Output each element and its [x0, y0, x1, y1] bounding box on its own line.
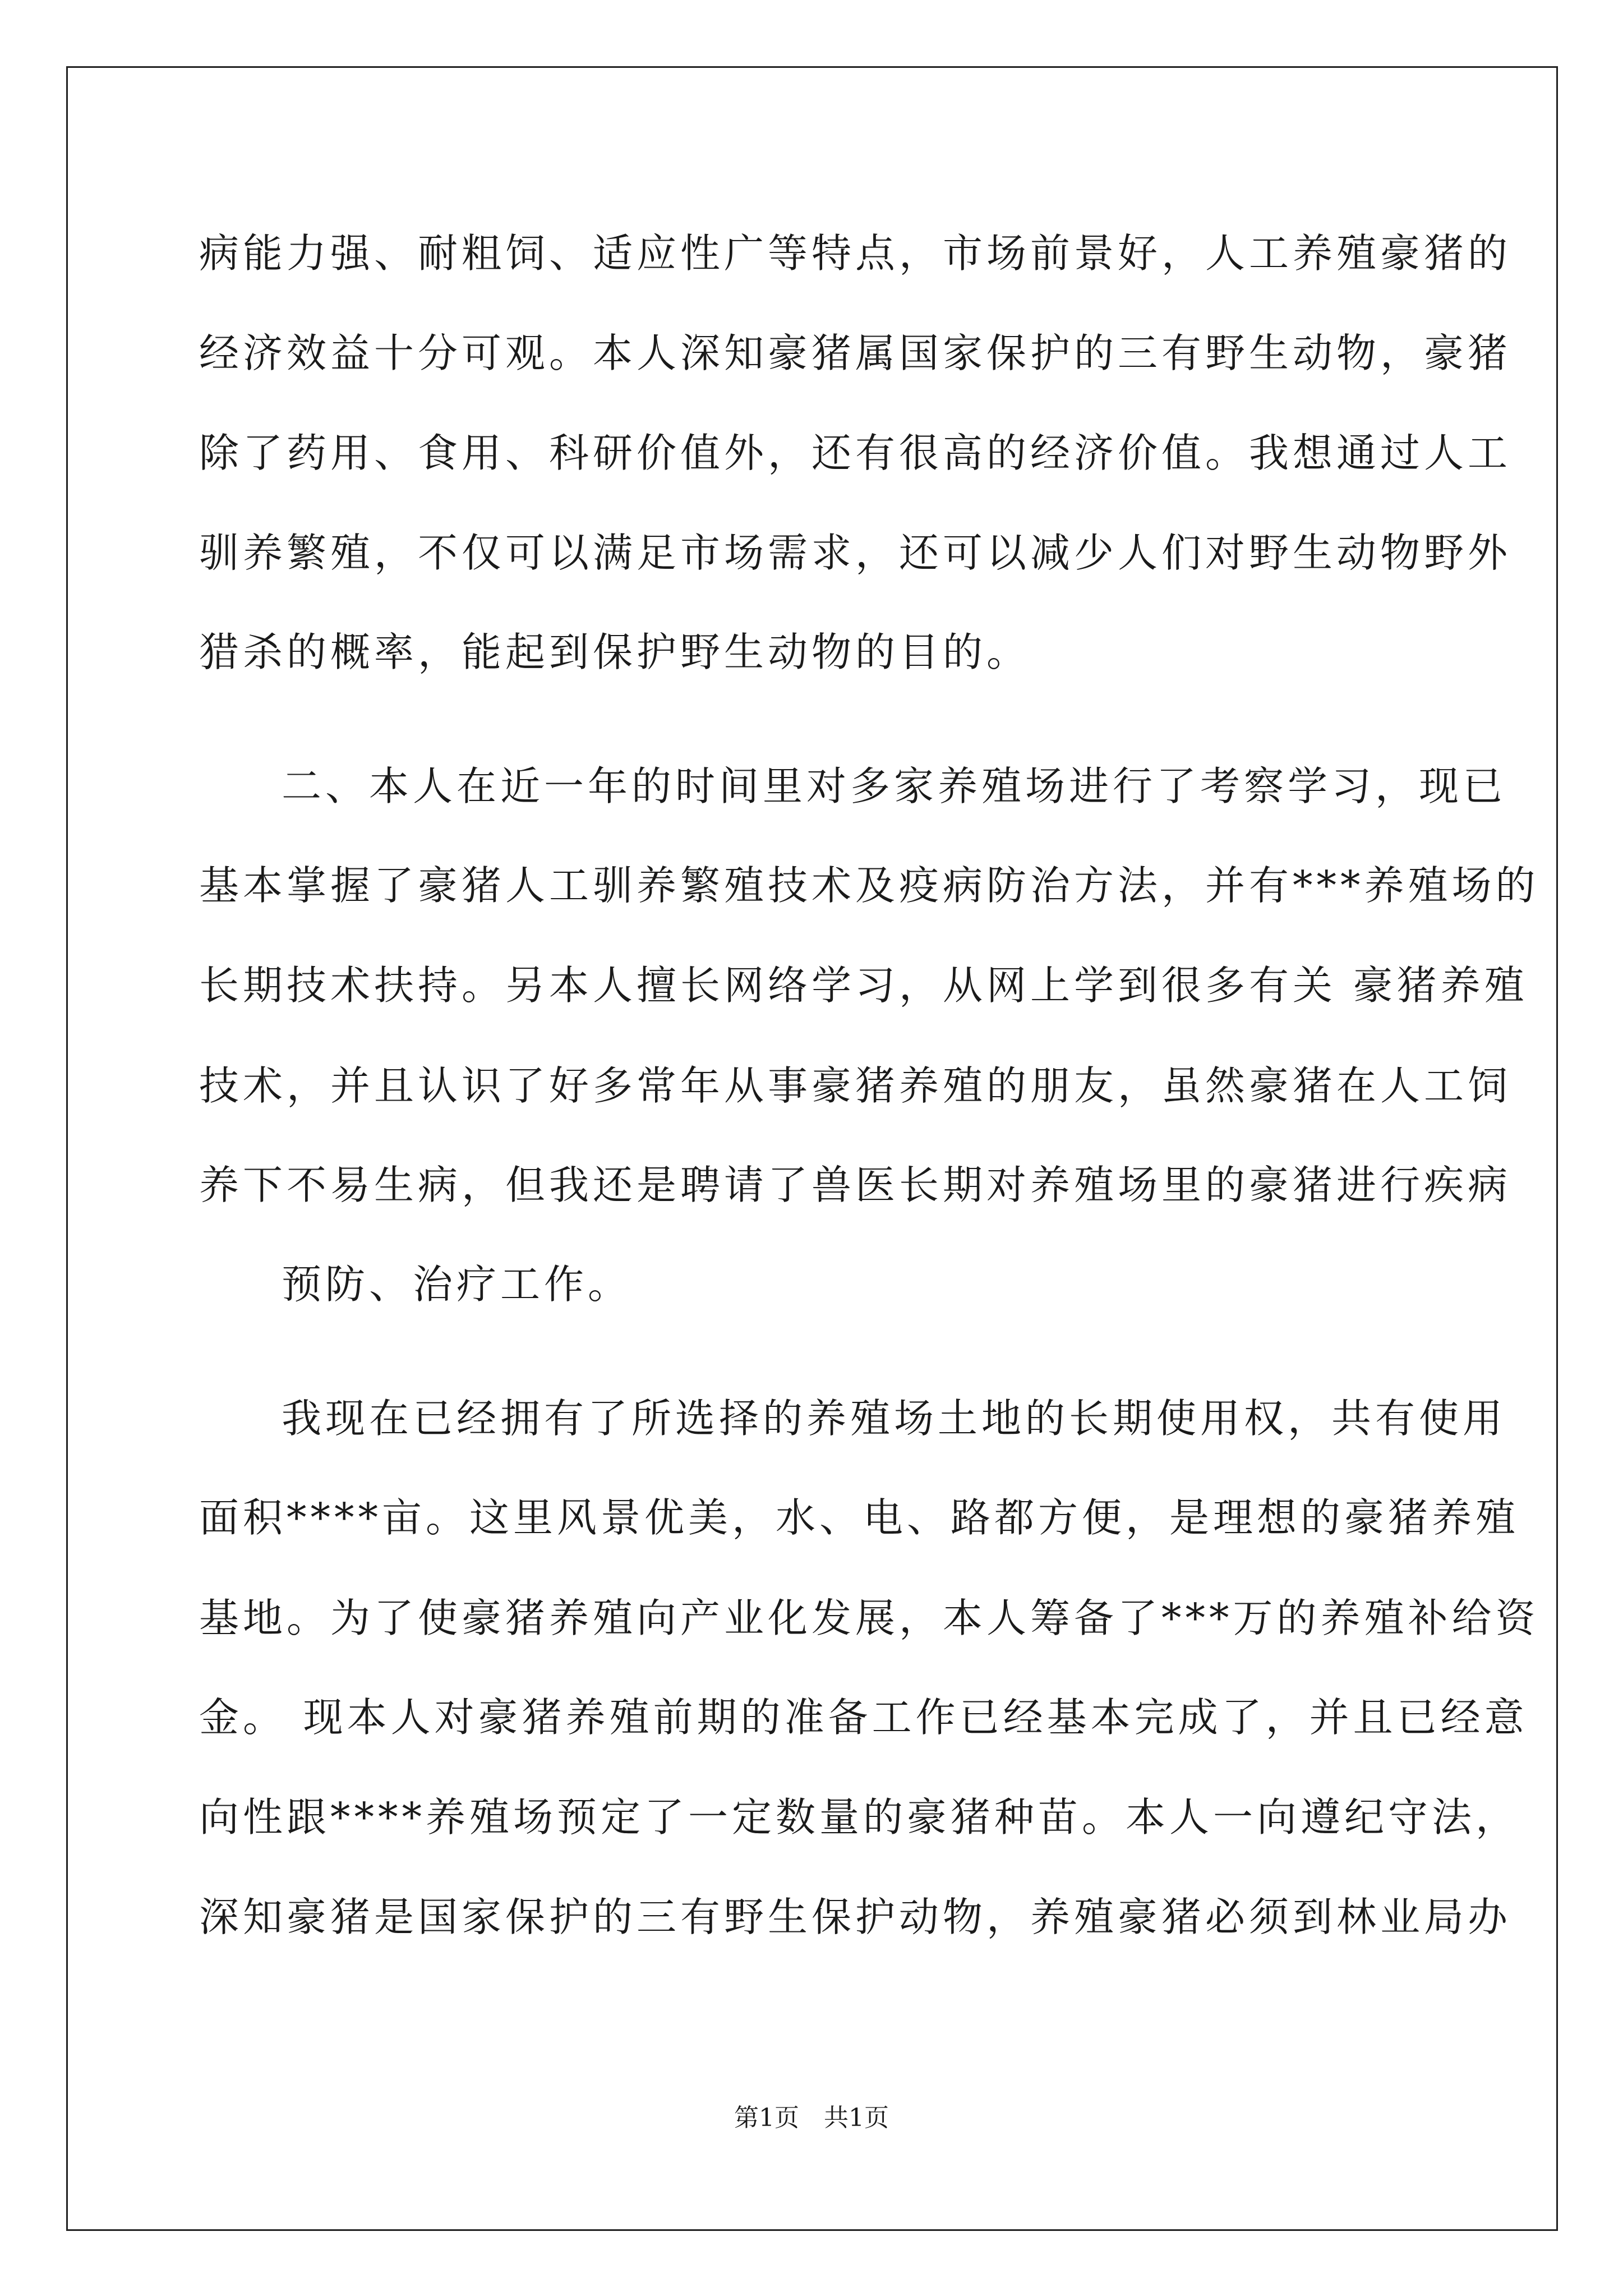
- body-line-2: 经济效益十分可观。本人深知豪猪属国家保护的三有野生动物，豪猪: [199, 330, 1512, 376]
- body-line-7: 基本掌握了豪猪人工驯养繁殖技术及疫病防治方法，并有***养殖场的: [199, 862, 1539, 909]
- body-line-9: 技术，并且认识了好多常年从事豪猪养殖的朋友，虽然豪猪在人工饲: [199, 1062, 1512, 1109]
- body-line-11: 预防、治疗工作。: [282, 1261, 632, 1308]
- body-line-5: 猎杀的概率，能起到保护野生动物的目的。: [199, 629, 1031, 675]
- body-line-8: 长期技术扶持。另本人擅长网络学习，从网上学到很多有关 豪猪养殖: [199, 962, 1528, 1009]
- body-line-17: 深知豪猪是国家保护的三有野生保护动物，养殖豪猪必须到林业局办: [199, 1894, 1512, 1940]
- body-line-3: 除了药用、食用、科研价值外，还有很高的经济价值。我想通过人工: [199, 430, 1512, 476]
- body-line-6: 二、本人在近一年的时间里对多家养殖场进行了考察学习，现已: [282, 763, 1507, 809]
- body-line-14: 基地。为了使豪猪养殖向产业化发展，本人筹备了***万的养殖补给资: [199, 1595, 1539, 1641]
- body-line-10: 养下不易生病，但我还是聘请了兽医长期对养殖场里的豪猪进行疾病: [199, 1162, 1512, 1208]
- page-number-footer: 第1页 共1页: [734, 2104, 889, 2132]
- body-line-15: 金。 现本人对豪猪养殖前期的准备工作已经基本完成了，并且已经意: [199, 1694, 1528, 1741]
- body-line-4: 驯养繁殖，不仅可以满足市场需求，还可以减少人们对野生动物野外: [199, 530, 1512, 576]
- body-line-12: 我现在已经拥有了所选择的养殖场土地的长期使用权，共有使用: [282, 1395, 1507, 1442]
- body-line-1: 病能力强、耐粗饲、适应性广等特点，市场前景好，人工养殖豪猪的: [199, 230, 1512, 277]
- body-line-16: 向性跟****养殖场预定了一定数量的豪猪种苗。本人一向遵纪守法，: [199, 1794, 1520, 1841]
- body-line-13: 面积****亩。这里风景优美，水、电、路都方便，是理想的豪猪养殖: [199, 1494, 1520, 1541]
